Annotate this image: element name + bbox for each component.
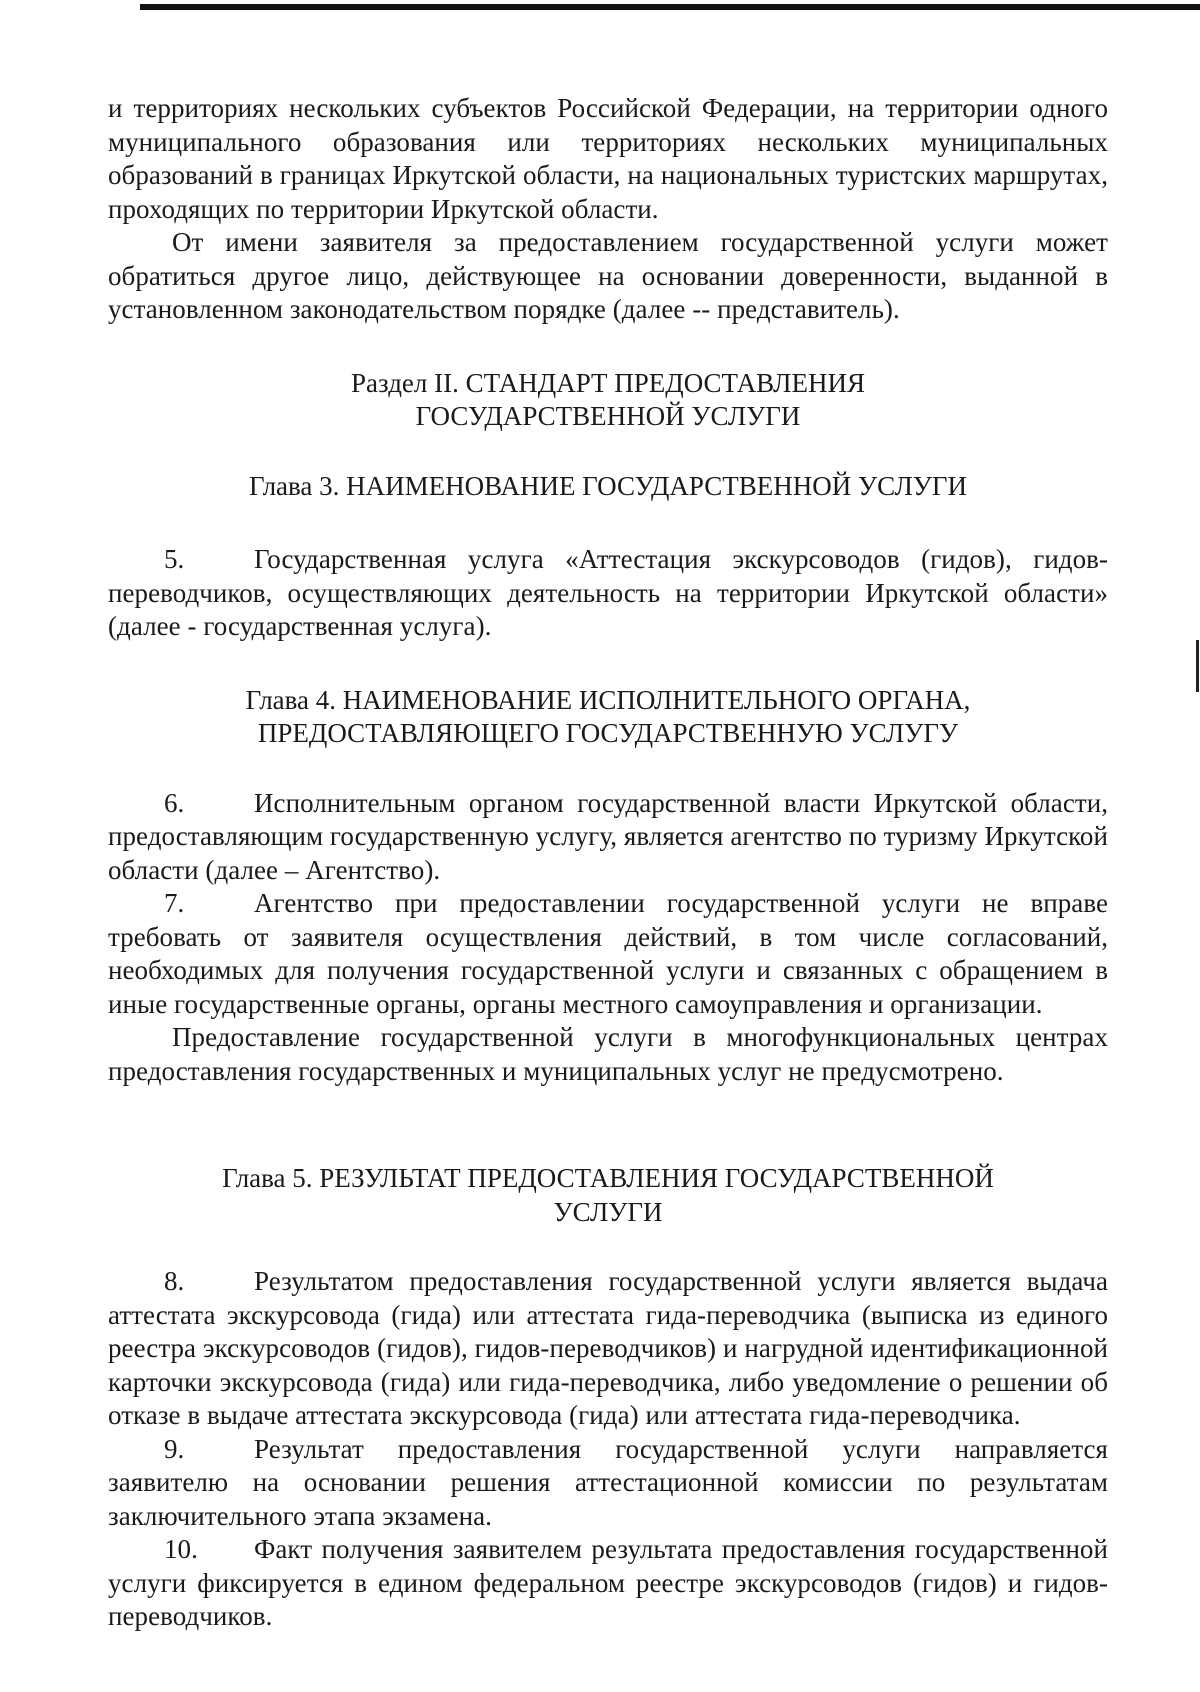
scan-edge-mark [1196,640,1199,692]
chapter-5-heading-line2: УСЛУГИ [553,1196,663,1227]
paragraph-10-number: 10. [164,1534,198,1564]
paragraph-8-number: 8. [164,1266,185,1296]
paragraph-9 [108,1433,1108,1534]
paragraph-8-text: Результатом предоставления государственной услуги является выдача аттестата экскурсовода (гида) или аттестата гида-переводчика (выписка из единого реестра экскурсоводов (гидов), гидов-переводчиков) и нагрудной идентификационной карточки экскурсовода (гида) или гида-переводчика, либо уведомление о решении об отказе в выдаче аттестата экскурсовода (гида) или аттестата гида-переводчика. [108,1266,1108,1430]
paragraph-7-text: Агентство при предоставлении государственной услуги не вправе требовать от заявителя осуществления действий, в том числе согласований, необходимых для получения государственной услуги и связанных с обращением в иные государственные органы, органы местного самоуправления и организации. [108,888,1108,1019]
section-2-heading-line2: ГОСУДАРСТВЕННОЙ УСЛУГИ [415,401,801,431]
paragraph-9-text: Результат предоставления государственной услуги направляется заявителю на основании решения аттестационной комиссии по результатам заключительного этапа экзамена. [108,1433,1108,1531]
paragraph-6-number: 6. [164,787,185,818]
paragraph-7 [108,887,1108,1021]
paragraph-6-text: Исполнительным органом государственной власти Иркутской области, предоставляющим государственную услугу, является агентство по туризму Иркутской области (далее – Агентство). [108,787,1108,885]
section-2-heading [108,367,1108,434]
intro-paragraph-representative: От имени заявителя за предоставлением государственной услуги может обратиться другое лицо, действующее на основании доверенности, выданной в установленном законодательством порядке (далее -- представитель). [108,227,1108,324]
paragraph-9-number: 9. [164,1433,185,1464]
paragraph-8 [108,1265,1108,1433]
chapter-3-heading: Глава 3. НАИМЕНОВАНИЕ ГОСУДАРСТВЕННОЙ УСЛУГИ [248,470,967,501]
paragraph-10-text: Факт получения заявителем результата предоставления государственной услуги фиксируется в едином федеральном реестре экскурсоводов (гидов) и гидов-переводчиков. [108,1534,1108,1631]
chapter-5-heading-line1: Глава 5. РЕЗУЛЬТАТ ПРЕДОСТАВЛЕНИЯ ГОСУДАРСТВЕННОЙ [222,1163,994,1193]
document-page [108,92,1108,1634]
chapter-4-heading-line2: ПРЕДОСТАВЛЯЮЩЕГО ГОСУДАРСТВЕННУЮ УСЛУГУ [257,718,959,748]
paragraph-5 [108,543,1108,644]
paragraph-5-text: Государственная услуга «Аттестация экскурсоводов (гидов), гидов-переводчиков, осуществляющих деятельность на территории Иркутской области» (далее - государственная услуга). [108,544,1108,641]
paragraph-7-mfc: Предоставление государственной услуги в многофункциональных центрах предоставления государственных и муниципальных услуг не предусмотрено. [108,1022,1108,1086]
paragraph-5-number: 5. [164,544,185,574]
chapter-4-heading-line1: Глава 4. НАИМЕНОВАНИЕ ИСПОЛНИТЕЛЬНОГО ОРГАНА, [245,684,971,715]
paragraph-10 [108,1533,1108,1634]
chapter-5-heading [108,1162,1108,1229]
paragraph-7-number: 7. [164,888,185,918]
intro-paragraph-continued: и территориях нескольких субъектов Российской Федерации, на территории одного муниципального образования или территориях нескольких муниципальных образований в границах Иркутской области, на национальных туристских маршрутах, проходящих по территории Иркутской области. [108,93,1108,224]
chapter-4-heading [108,684,1108,751]
top-border-line [140,4,1200,10]
paragraph-6 [108,787,1108,888]
section-2-heading-line1: Раздел II. СТАНДАРТ ПРЕДОСТАВЛЕНИЯ [351,367,865,398]
